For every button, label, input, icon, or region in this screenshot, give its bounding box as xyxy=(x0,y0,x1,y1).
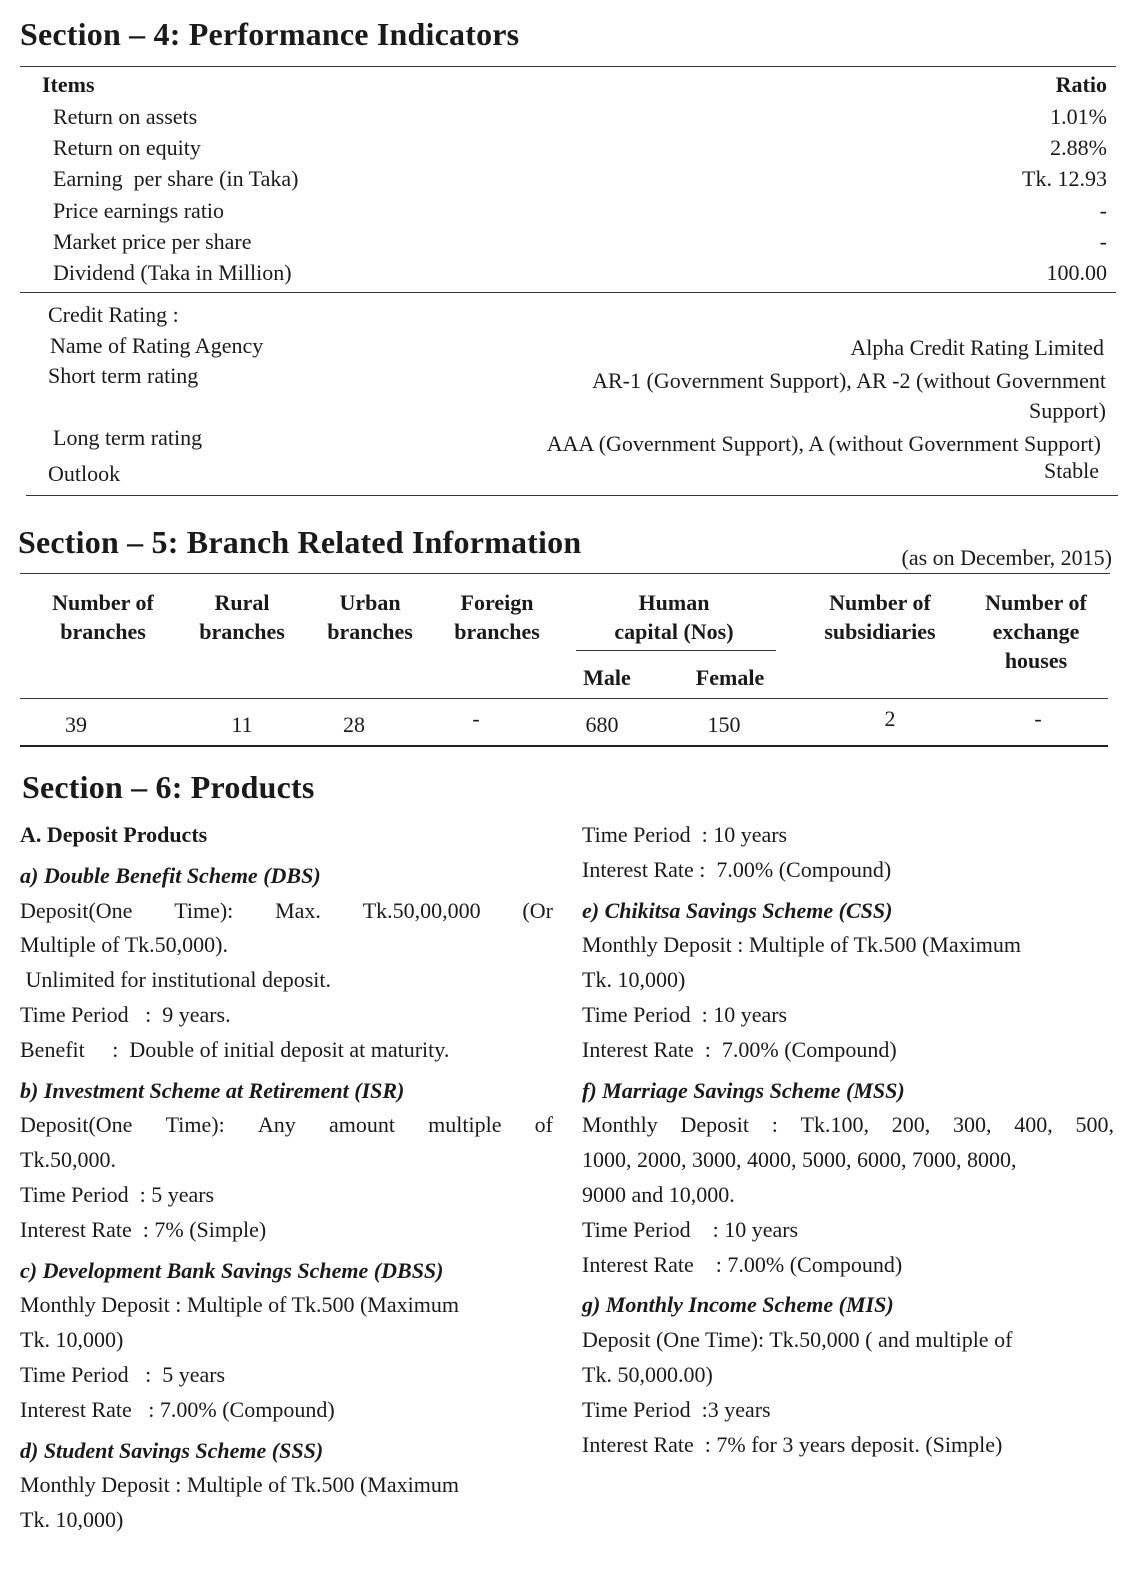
divider xyxy=(26,495,1118,496)
header-male: Male xyxy=(583,665,631,690)
dbss-interest-rate: Interest Rate : 7.00% (Compound) xyxy=(20,1396,335,1422)
divider xyxy=(20,698,1108,699)
mss-deposit-cont: 1000, 2000, 3000, 4000, 5000, 6000, 7000, 8000, xyxy=(582,1147,1017,1173)
value-urban-branches: 28 xyxy=(343,712,365,737)
indicator-value: 1.01% xyxy=(1050,104,1107,129)
indicator-label: Earning per share (in Taka) xyxy=(53,166,299,191)
mis-interest-rate: Interest Rate : 7% for 3 years deposit. (Simple) xyxy=(582,1431,1003,1457)
value-foreign-branches: - xyxy=(472,706,480,731)
dbs-title: a) Double Benefit Scheme (DBS) xyxy=(20,862,321,888)
dbs-deposit-cont: Multiple of Tk.50,000). xyxy=(20,932,228,958)
indicator-label: Dividend (Taka in Million) xyxy=(53,260,292,285)
mss-time-period: Time Period : 10 years xyxy=(582,1216,799,1242)
divider xyxy=(20,745,1108,747)
indicator-label: Market price per share xyxy=(53,229,252,254)
sss-time-period: Time Period : 10 years xyxy=(582,822,788,847)
ratio-header: Ratio xyxy=(1055,72,1107,97)
rating-agency-value: Alpha Credit Rating Limited xyxy=(850,335,1104,360)
mss-title: f) Marriage Savings Scheme (MSS) xyxy=(582,1077,905,1103)
value-female: 150 xyxy=(707,712,741,737)
dbss-deposit-cont: Tk. 10,000) xyxy=(20,1327,124,1353)
divider xyxy=(20,66,1116,67)
header-number-of-exchange-houses: Number of exchange houses xyxy=(985,590,1087,673)
value-number-of-branches: 39 xyxy=(65,712,87,737)
mis-time-period: Time Period :3 years xyxy=(582,1396,771,1422)
header-female: Female xyxy=(695,665,765,690)
outlook-value: Stable xyxy=(1044,458,1099,483)
indicator-value: Tk. 12.93 xyxy=(1022,166,1107,191)
short-term-value-cont: Support) xyxy=(1029,398,1106,423)
indicator-label: Price earnings ratio xyxy=(53,198,225,223)
indicator-label: Return on assets xyxy=(53,104,198,129)
short-term-label: Short term rating xyxy=(48,363,199,388)
value-exchange-houses: - xyxy=(1034,706,1042,731)
header-foreign-branches: Foreign branches xyxy=(454,590,540,644)
rating-agency-label: Name of Rating Agency xyxy=(50,333,264,358)
header-human-capital: Human capital (Nos) xyxy=(614,590,734,644)
sss-title: d) Student Savings Scheme (SSS) xyxy=(20,1437,324,1463)
header-number-of-subsidiaries: Number of subsidiaries xyxy=(824,590,936,644)
value-male: 680 xyxy=(585,712,619,737)
indicator-value: 100.00 xyxy=(1046,260,1107,285)
mis-title: g) Monthly Income Scheme (MIS) xyxy=(582,1292,894,1318)
short-term-value: AR-1 (Government Support), AR -2 (without Government xyxy=(592,368,1106,393)
products-right-column xyxy=(582,818,1114,1462)
isr-deposit-cont: Tk.50,000. xyxy=(20,1147,116,1173)
indicator-value: 2.88% xyxy=(1050,135,1107,160)
isr-interest-rate: Interest Rate : 7% (Simple) xyxy=(20,1216,267,1242)
as-on-date: (as on December, 2015) xyxy=(901,545,1112,570)
section-6-title: Section – 6: Products xyxy=(22,769,315,805)
header-urban-branches: Urban branches xyxy=(327,590,413,644)
isr-time-period: Time Period : 5 years xyxy=(20,1181,215,1207)
long-term-label: Long term rating xyxy=(53,425,203,450)
sss-deposit-cont: Tk. 10,000) xyxy=(20,1507,124,1533)
section-5-title: Section – 5: Branch Related Information xyxy=(18,524,582,560)
dbs-deposit: Deposit(One Time): Max. Tk.50,00,000 (Or xyxy=(20,897,553,923)
isr-deposit: Deposit(One Time): Any amount multiple of xyxy=(20,1112,553,1138)
mis-deposit-cont: Tk. 50,000.00) xyxy=(582,1361,713,1387)
css-deposit: Monthly Deposit : Multiple of Tk.500 (Maximum xyxy=(582,932,1021,958)
dbss-title: c) Development Bank Savings Scheme (DBSS) xyxy=(20,1257,444,1283)
divider xyxy=(20,573,1110,574)
long-term-value: AAA (Government Support), A (without Government Support) xyxy=(546,431,1101,456)
dbss-time-period: Time Period : 5 years xyxy=(20,1361,226,1387)
divider xyxy=(20,292,1116,293)
indicator-value: - xyxy=(1099,198,1107,223)
header-number-of-branches: Number of branches xyxy=(52,590,154,644)
css-title: e) Chikitsa Savings Scheme (CSS) xyxy=(582,897,893,923)
products-left-column xyxy=(20,818,553,1538)
section-4-title: Section – 4: Performance Indicators xyxy=(20,16,520,52)
value-rural-branches: 11 xyxy=(231,712,253,737)
css-deposit-cont: Tk. 10,000) xyxy=(582,967,686,993)
isr-title: b) Investment Scheme at Retirement (ISR) xyxy=(20,1077,405,1103)
sss-deposit: Monthly Deposit : Multiple of Tk.500 (Maximum xyxy=(20,1472,459,1498)
mss-deposit: Monthly Deposit : Tk.100, 200, 300, 400, 500, xyxy=(582,1112,1114,1138)
mss-deposit-cont2: 9000 and 10,000. xyxy=(582,1181,735,1207)
dbs-time-period: Time Period : 9 years. xyxy=(20,1001,231,1027)
value-subsidiaries: 2 xyxy=(884,706,896,731)
items-header: Items xyxy=(42,72,95,97)
css-interest-rate: Interest Rate : 7.00% (Compound) xyxy=(582,1036,897,1062)
css-time-period: Time Period : 10 years xyxy=(582,1001,788,1027)
credit-rating-heading: Credit Rating : xyxy=(48,302,179,327)
outlook-label: Outlook xyxy=(48,461,121,486)
indicator-value: - xyxy=(1099,229,1107,254)
deposit-products-heading: A. Deposit Products xyxy=(20,822,208,847)
sss-interest-rate: Interest Rate : 7.00% (Compound) xyxy=(582,856,892,882)
indicator-label: Return on equity xyxy=(53,135,201,160)
mss-interest-rate: Interest Rate : 7.00% (Compound) xyxy=(582,1251,903,1277)
mis-deposit: Deposit (One Time): Tk.50,000 ( and multiple of xyxy=(582,1327,1013,1353)
dbss-deposit: Monthly Deposit : Multiple of Tk.500 (Maximum xyxy=(20,1292,459,1318)
dbs-benefit: Benefit : Double of initial deposit at maturity. xyxy=(20,1036,450,1062)
divider xyxy=(576,650,776,651)
header-rural-branches: Rural branches xyxy=(199,590,285,644)
dbs-institutional: Unlimited for institutional deposit. xyxy=(20,967,332,993)
